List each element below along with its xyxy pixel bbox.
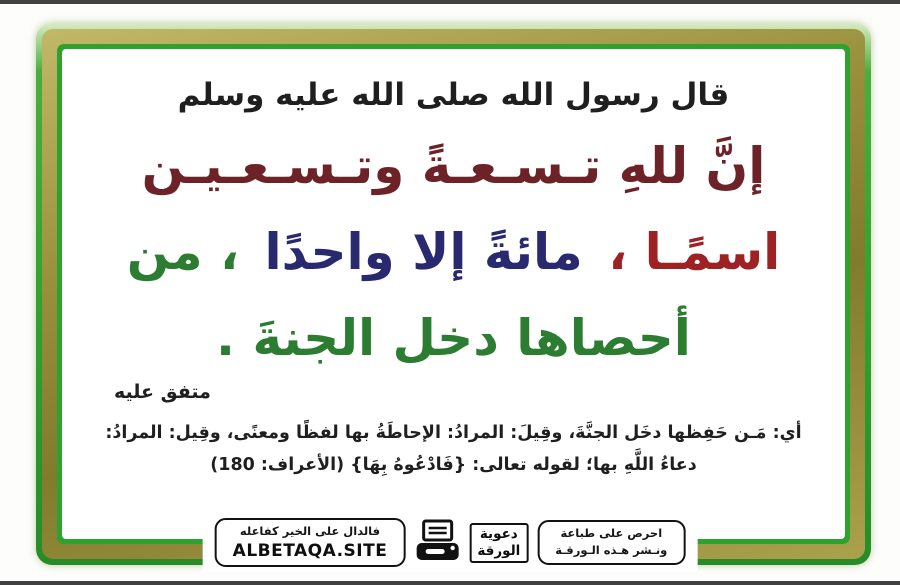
explanation-line-1: أي: مَـن حَفِظها دخَل الجنَّةَ، وقِيلَ: المرادُ: الإحاطَةُ بها لفظًا ومعنًى، وقِيل: المرادُ: (105, 423, 802, 443)
decorative-frame-outer (36, 23, 871, 565)
top-edge-shadow (0, 0, 900, 4)
albetaqa-kufic-logo (469, 523, 528, 563)
explanation-line-2: دعاءُ اللَّهِ بها؛ لقوله تعالى: {فَادْعُوهُ بِهَا} (الأعراف: 180) (210, 455, 697, 476)
hadith-source-attribution: متفق عليه (114, 381, 211, 403)
logo-word-top: دعوية (479, 525, 518, 542)
decorative-frame-olive-band (42, 29, 865, 559)
hadith-intro-text: قال رسول الله صلى الله عليه وسلم (177, 77, 730, 113)
hadith-line2-segment-red: اسمًـا ، (608, 223, 781, 281)
decorative-frame-inner-line (57, 44, 850, 544)
hadith-line2-segment-green: ، من (126, 223, 240, 281)
print-encourage-line-1: احرص على طباعة (560, 525, 663, 540)
logo-word-bottom: الورقة (477, 542, 521, 559)
printer-icon (414, 519, 460, 567)
hadith-body (88, 123, 819, 381)
hadith-line-2 (88, 209, 819, 295)
print-encourage-badge (537, 520, 685, 566)
site-url-text: ALBETAQA.SITE (232, 540, 388, 561)
site-slogan-text: فالدال على الخير كفاعله (239, 524, 381, 539)
hadith-line-3: أحصاها دخل الجنةَ . (216, 309, 691, 367)
print-encourage-line-2: ونـشر هـذه الـورقـة (555, 543, 668, 558)
hadith-line-1: إنَّ للهِ تـسـعـةً وتـسـعـيـن (141, 137, 766, 195)
bottom-edge-shadow (0, 581, 900, 585)
hadith-explanation (88, 417, 819, 482)
footer-bar (203, 513, 698, 572)
hadith-line2-segment-navy: مائةً إلا واحدًا (264, 223, 583, 281)
site-badge (215, 518, 406, 567)
card-content (62, 49, 845, 539)
